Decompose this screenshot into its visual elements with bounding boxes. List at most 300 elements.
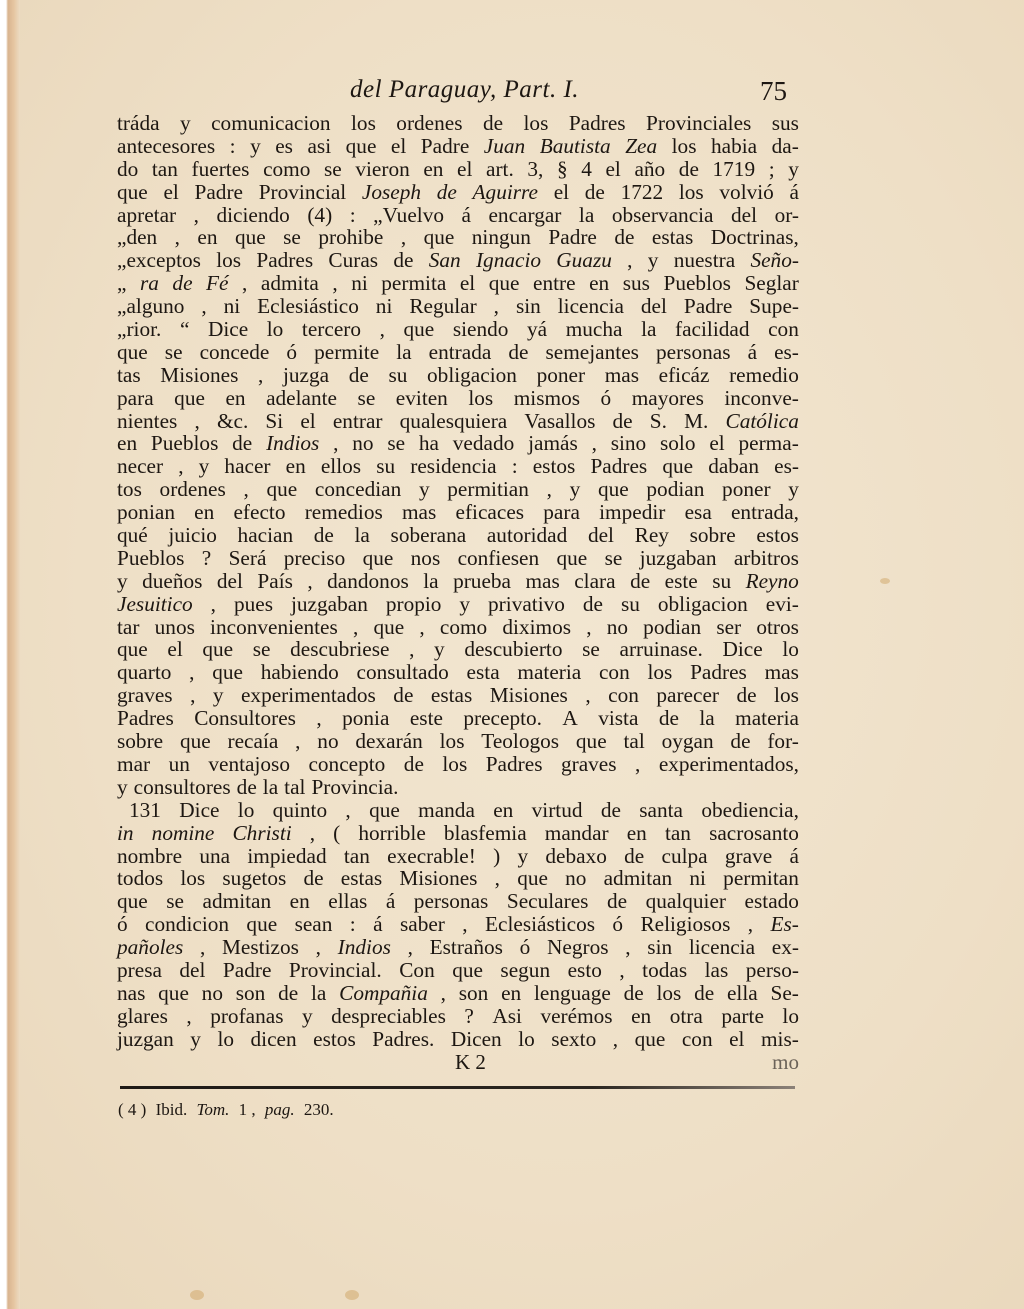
word: , (178, 454, 184, 479)
word: tal (623, 729, 645, 754)
footnote (118, 1100, 339, 1120)
word: en (501, 980, 522, 1005)
word: siendo (452, 317, 509, 342)
word: que (517, 866, 548, 891)
word: sobre (689, 523, 736, 548)
word: preciso (283, 545, 346, 570)
word: el (729, 1026, 745, 1051)
word: soberana (390, 523, 467, 548)
word: Padres. (372, 1026, 435, 1051)
word: con (768, 317, 799, 342)
word: estos (756, 523, 799, 548)
word: el (709, 431, 725, 456)
word: , (193, 202, 199, 227)
word: dueños (142, 568, 203, 593)
word: Misiones (489, 683, 568, 708)
word: tan (343, 843, 370, 868)
word: M. (684, 408, 709, 433)
word: materia (735, 706, 799, 731)
word: antecesores (117, 133, 216, 158)
word: adelante (266, 385, 338, 410)
word: prueba (453, 568, 512, 593)
word: nos (410, 545, 441, 570)
word: Dice (722, 637, 763, 662)
word: perma- (738, 431, 799, 456)
word: da- (771, 133, 799, 158)
word: y (569, 477, 581, 502)
word: y (180, 111, 191, 135)
word: ella (726, 980, 758, 1005)
word: Doctrinas, (710, 225, 799, 250)
word: ó (286, 339, 298, 364)
word: Estraños (429, 935, 503, 960)
word: presa (117, 957, 162, 982)
word: pues (233, 591, 274, 616)
word: Dice (207, 317, 249, 342)
word: obligacion (427, 362, 517, 387)
word: se (283, 225, 301, 250)
word: Si (265, 408, 284, 433)
word: no (565, 866, 587, 891)
word: , (199, 935, 206, 960)
word: que (212, 660, 243, 685)
word: , (174, 225, 180, 250)
word: for- (767, 729, 799, 754)
word: , (400, 225, 407, 250)
word: Supe- (749, 294, 799, 319)
word: daban (708, 454, 760, 479)
word: la (578, 202, 595, 227)
word: su (620, 591, 640, 616)
text-line (117, 135, 799, 158)
word: „exceptos (117, 248, 201, 273)
text-line (117, 707, 799, 730)
word: de (582, 591, 603, 616)
word: de (658, 706, 679, 731)
page-number: 75 (760, 76, 787, 106)
word: Con (399, 957, 435, 982)
word: facilidad (675, 317, 750, 342)
italic-word: Bautista (539, 133, 611, 158)
word: ni (351, 271, 368, 296)
word: admita (260, 271, 319, 296)
word: tan (664, 820, 691, 845)
word: mas (764, 660, 799, 685)
word: admitan (202, 889, 272, 914)
word: de (232, 431, 253, 456)
footnote-tome: Tom. (196, 1100, 230, 1119)
word: sacrosanto (709, 820, 799, 845)
italic-word: de (172, 271, 193, 296)
word: personas (655, 339, 731, 364)
word: sus (771, 111, 799, 135)
text-line (117, 112, 799, 135)
word: ó (519, 935, 531, 960)
word: poner (536, 362, 586, 387)
word: , (345, 797, 351, 822)
word: hacian (237, 523, 294, 548)
italic-word: Seño- (750, 248, 799, 273)
word: , (332, 271, 338, 296)
word: su (388, 362, 408, 387)
word: vedado (452, 431, 515, 456)
word: privativo (488, 591, 565, 616)
word: mas (604, 362, 639, 387)
word: permitian (447, 477, 529, 502)
word: debaxo (545, 843, 607, 868)
word: en (194, 500, 215, 525)
word: estas (430, 683, 473, 708)
word: la (423, 568, 439, 593)
word: á (747, 339, 758, 364)
word: santa (639, 797, 684, 822)
text-line (117, 364, 799, 387)
word: , (612, 1026, 619, 1051)
word: que (403, 317, 435, 342)
word: y (117, 774, 128, 799)
word: ó (600, 385, 612, 410)
word: remedios (304, 500, 383, 525)
word: art. (486, 156, 514, 181)
body-text (117, 112, 799, 1051)
word: y (459, 591, 471, 616)
word: arbitros (733, 545, 799, 570)
word: ) (493, 843, 501, 868)
italic-word: in (117, 820, 134, 845)
word: precepto. (463, 706, 542, 731)
word: de (393, 248, 414, 273)
word: en (631, 1003, 652, 1028)
word: y (190, 1026, 201, 1051)
word: „alguno (117, 294, 185, 319)
word: de (612, 408, 633, 433)
word: que (158, 980, 189, 1005)
word: ventajoso (208, 751, 290, 776)
italic-word: Indios (337, 935, 391, 960)
word: sino (610, 431, 647, 456)
word: Padres (690, 660, 747, 685)
word: (4) (307, 202, 333, 227)
word: su (376, 454, 396, 479)
word: se (166, 889, 185, 914)
word: y (198, 454, 210, 479)
word: Provinciales (646, 111, 752, 135)
text-line (117, 204, 799, 227)
word: que (179, 729, 211, 754)
footnote-marker: ( 4 ) (118, 1100, 147, 1119)
word: la (354, 523, 370, 548)
word: , (591, 431, 597, 456)
word: juzga (282, 362, 330, 387)
word: fuertes (191, 156, 250, 181)
word: Provincia. (311, 774, 399, 799)
word: nas (117, 980, 146, 1005)
word: 1719 (712, 156, 756, 181)
word: , (295, 729, 301, 754)
word: , (352, 614, 359, 639)
word: efecto (233, 500, 286, 525)
word: en (197, 225, 218, 250)
word: execrable! (387, 843, 476, 868)
word: es (275, 133, 293, 158)
word: que (373, 614, 405, 639)
word: los (671, 133, 697, 158)
word: sin (515, 294, 541, 319)
word: los (656, 980, 682, 1005)
word: despreciables (331, 1003, 446, 1028)
word: en (626, 820, 647, 845)
word: segun (500, 957, 551, 982)
italic-word: Jesuitico (117, 591, 193, 616)
text-line (117, 524, 799, 547)
word: glares (117, 1003, 168, 1028)
word: yá (527, 317, 548, 342)
word: no (201, 980, 223, 1005)
word: juzgaban (290, 591, 368, 616)
word: admitan (603, 866, 673, 891)
word: se (582, 637, 600, 662)
word: asi (307, 133, 332, 158)
text-line (117, 547, 799, 570)
word: y (434, 637, 445, 662)
word: nientes (117, 408, 178, 433)
word: de (278, 980, 299, 1005)
word: culpa (661, 843, 708, 868)
italic-word: Indios (266, 431, 320, 456)
word: clara (574, 568, 616, 593)
word: la (396, 339, 412, 364)
word: mismos (513, 385, 581, 410)
word: á (385, 889, 396, 914)
word: para (117, 385, 154, 410)
word: § (556, 156, 568, 181)
word: es- (774, 339, 799, 364)
word: Asi (492, 1003, 522, 1028)
word: , (242, 271, 248, 296)
word: el (300, 408, 316, 433)
word: : (349, 912, 356, 937)
word: los (180, 866, 206, 891)
text-line (117, 890, 799, 913)
word: nombre (117, 843, 183, 868)
word: Misiones (399, 866, 478, 891)
word: estas (651, 225, 694, 250)
word: los (439, 729, 465, 754)
word: á (789, 179, 799, 204)
word: de (600, 797, 621, 822)
word: sobre (117, 729, 164, 754)
text-line (117, 226, 799, 249)
word: que (662, 454, 694, 479)
word: tercero (301, 317, 362, 342)
word: diximos (502, 614, 572, 639)
word: esto (567, 957, 602, 982)
word: que (117, 637, 148, 662)
word: &c. (216, 408, 249, 433)
word: ( (333, 820, 341, 845)
word: los (351, 111, 376, 135)
word: , (585, 683, 591, 708)
text-line (117, 913, 799, 936)
word: del (216, 568, 243, 593)
word: la (262, 774, 279, 799)
word: País (257, 568, 293, 593)
word: mar (117, 751, 151, 776)
word: Eclesiásticos (485, 912, 595, 937)
catchword: mo (772, 1050, 799, 1074)
word: mas (401, 500, 437, 525)
word: dandonos (327, 568, 409, 593)
word: de (303, 866, 324, 891)
word: una (199, 843, 231, 868)
word: prohibe (318, 225, 384, 250)
word: la (310, 980, 327, 1005)
word: de (678, 156, 699, 181)
word: á (461, 202, 471, 227)
word: su (712, 568, 732, 593)
word: 131 (129, 797, 161, 822)
word: y (647, 248, 659, 273)
word: estos (313, 1026, 356, 1051)
word: que (234, 225, 266, 250)
word: inconve- (724, 385, 799, 410)
text-line (117, 455, 799, 478)
word: ex- (771, 935, 799, 960)
word: otros (756, 614, 799, 639)
word: el (553, 179, 570, 204)
word: la (641, 317, 657, 342)
word: esa (684, 500, 712, 525)
word: con (681, 1026, 713, 1051)
word: como (439, 614, 488, 639)
word: sean (294, 912, 333, 937)
word: en (423, 156, 444, 181)
word: y (117, 568, 128, 593)
word: eficaces (455, 500, 525, 525)
word: que (362, 545, 394, 570)
word: solo (660, 431, 696, 456)
signature-row (117, 1050, 799, 1076)
word: lenguage (533, 980, 611, 1005)
word: perso- (745, 957, 799, 982)
word: ellos (320, 454, 362, 479)
word: „ (117, 271, 127, 296)
word: lo (782, 637, 799, 662)
word: no (317, 729, 339, 754)
word: y (788, 156, 799, 181)
word: mas (525, 568, 560, 593)
word: y (418, 477, 430, 502)
word: podian (643, 614, 702, 639)
word: dexarán (355, 729, 423, 754)
word: de (482, 111, 504, 135)
word: consultores (133, 774, 231, 799)
word: con (608, 683, 639, 708)
word: que (266, 477, 298, 502)
word: en (289, 889, 310, 914)
word: , (407, 935, 413, 960)
word: Curas (328, 248, 379, 273)
footnote-page-value: 230. (303, 1100, 334, 1119)
word: del (179, 957, 206, 982)
word: todas (642, 957, 688, 982)
word: Pueblos (117, 545, 185, 570)
italic-word: Joseph (361, 179, 422, 204)
word: , (635, 751, 641, 776)
word: de (313, 523, 334, 548)
word: , (379, 317, 385, 342)
word: , (186, 1003, 192, 1028)
word: en (225, 385, 246, 410)
word: nuestra (673, 248, 736, 273)
word: ; (768, 156, 775, 181)
italic-word: Guazu (556, 248, 612, 273)
word: concepto (308, 751, 386, 776)
word: „den (117, 225, 158, 250)
word: son (235, 980, 266, 1005)
text-line (117, 181, 799, 204)
word: Pueblos (150, 431, 219, 456)
word: entre (533, 271, 576, 296)
text-line (117, 959, 799, 982)
word: Dicen (450, 1026, 502, 1051)
word: , (493, 294, 499, 319)
word: Pueblos (663, 271, 731, 296)
word: : (511, 454, 518, 479)
word: concede (199, 339, 270, 364)
word: ni (689, 866, 706, 891)
word: todos (117, 866, 164, 891)
word: , (190, 683, 196, 708)
word: descubriese (290, 637, 390, 662)
word: ni (223, 294, 241, 319)
italic-word: San (428, 248, 461, 273)
word: obediencia, (701, 797, 799, 822)
word: mandar (544, 820, 609, 845)
word: Negros (547, 935, 609, 960)
word: á (789, 843, 799, 868)
word: que (452, 957, 483, 982)
word: , (546, 477, 552, 502)
word: juicio (168, 523, 217, 548)
italic-word: de (436, 179, 457, 204)
word: , (315, 935, 321, 960)
word: arruinase. (619, 637, 703, 662)
word: los (523, 111, 549, 135)
word: á (373, 912, 383, 937)
word: descubierto (464, 637, 563, 662)
word: que (597, 477, 629, 502)
word: los (774, 683, 799, 708)
word: de (624, 843, 645, 868)
word: quinto (272, 797, 328, 822)
text-line (117, 822, 799, 845)
word: S. (649, 408, 667, 433)
word: y (517, 843, 529, 868)
word: confiesen (457, 545, 540, 570)
word: „Vuelvo (373, 202, 444, 227)
word: unos (154, 614, 195, 639)
paper-stain (880, 578, 890, 584)
word: del (640, 294, 667, 319)
word: los (678, 179, 704, 204)
word: semejantes (545, 339, 639, 364)
italic-word: pañoles (117, 935, 184, 960)
word: ningun (471, 225, 531, 250)
word: no (352, 431, 374, 456)
word: del (731, 202, 758, 227)
word: las (704, 957, 729, 982)
